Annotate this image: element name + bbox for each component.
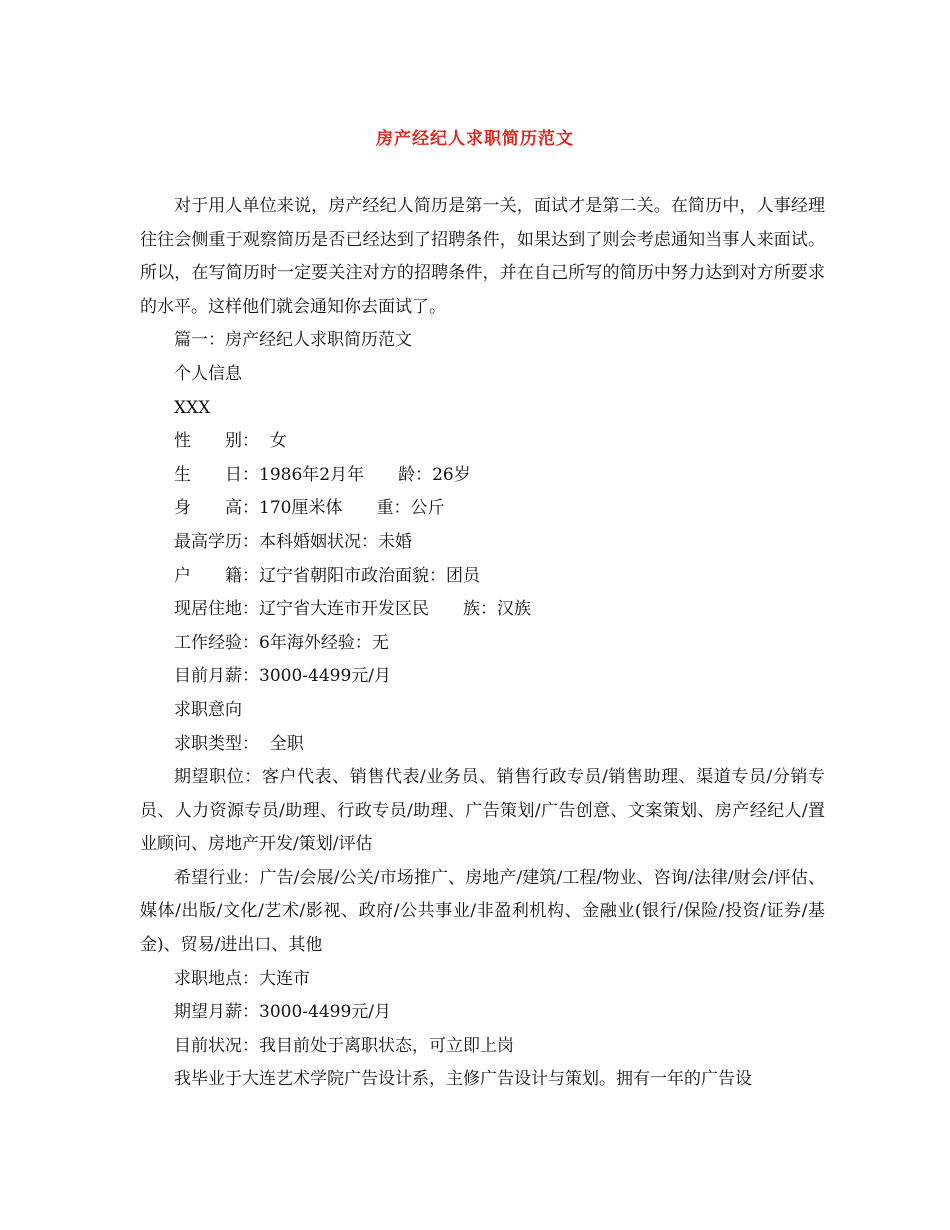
summary-paragraph: 我毕业于大连艺术学院广告设计系，主修广告设计与策划。拥有一年的广告设 xyxy=(174,1069,752,1090)
chapter-heading: 篇一：房产经纪人求职简历范文 xyxy=(174,330,412,351)
height-weight-field: 身 高：170厘米体 重：公斤 xyxy=(174,498,445,519)
experience-field: 工作经验：6年海外经验：无 xyxy=(174,632,389,653)
current-salary-field: 目前月薪：3000-4499元/月 xyxy=(174,666,391,687)
residence-ethnicity-field: 现居住地：辽宁省大连市开发区民 族：汉族 xyxy=(174,599,531,620)
document-title: 房产经纪人求职简历范文 xyxy=(376,129,574,149)
job-type-field: 求职类型： 全职 xyxy=(174,733,304,754)
name-field: XXX xyxy=(174,397,211,418)
education-marital-field: 最高学历：本科婚姻状况：未婚 xyxy=(174,531,412,552)
birth-age-field: 生 日：1986年2月年 龄：26岁 xyxy=(174,464,471,485)
gender-field: 性 别： 女 xyxy=(174,431,287,452)
hukou-political-field: 户 籍：辽宁省朝阳市政治面貌：团员 xyxy=(174,565,480,586)
expected-salary-field: 期望月薪：3000-4499元/月 xyxy=(174,1002,391,1023)
status-field: 目前状况：我目前处于离职状态，可立即上岗 xyxy=(174,1035,514,1056)
location-field: 求职地点：大连市 xyxy=(174,968,310,989)
expected-positions-paragraph: 期望职位：客户代表、销售代表/业务员、销售行政专员/销售助理、渠道专员/分销专员、人力资源专员/助理、行政专员/助理、广告策划/广告创意、文案策划、房产经纪人/置业顾问、房地产开发/策划/评估 xyxy=(140,767,825,855)
intro-paragraph: 对于用人单位来说，房产经纪人简历是第一关，面试才是第二关。在简历中，人事经理往往会侧重于观察简历是否已经达到了招聘条件，如果达到了则会考虑通知当事人来面试。所以，在写简历时一定要关注对方的招聘条件，并在自己所写的简历中努力达到对方所要求的水平。这样他们就会通知你去面试了。 xyxy=(140,196,825,317)
expected-industries-paragraph: 希望行业：广告/会展/公关/市场推广、房地产/建筑/工程/物业、咨询/法律/财会/评估、媒体/出版/文化/艺术/影视、政府/公共事业/非盈利机构、金融业(银行/保险/投资/证券/基金)、贸易/进出口、其他 xyxy=(140,867,825,956)
personal-info-heading: 个人信息 xyxy=(174,363,242,384)
intention-heading: 求职意向 xyxy=(174,699,242,720)
document-body xyxy=(140,190,825,1097)
